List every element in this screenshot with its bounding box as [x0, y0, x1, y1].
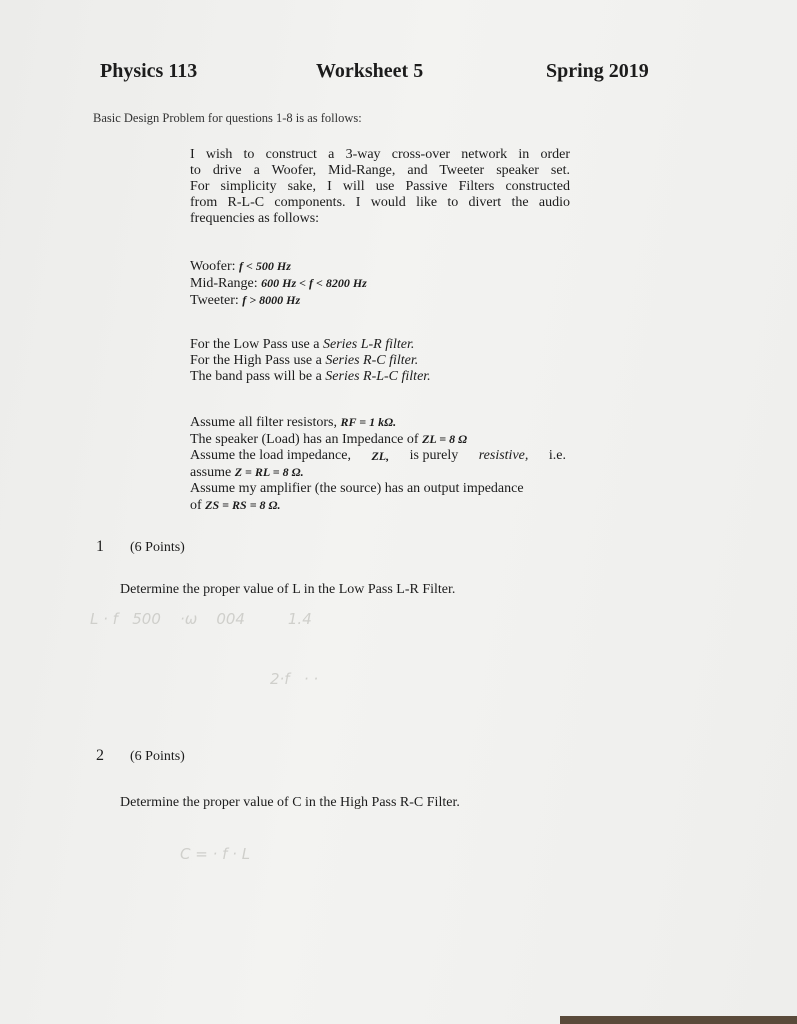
assumption-text: assume [190, 465, 232, 480]
problem-line: to drive a Woofer, Mid-Range, and Tweeter speaker set. [190, 163, 570, 178]
woofer-label: Woofer: [190, 259, 236, 274]
assumption-text: Assume the load impedance, [190, 448, 351, 463]
assumption-z [190, 464, 566, 481]
table-edge [560, 1016, 797, 1024]
tweeter-label: Tweeter: [190, 293, 239, 308]
filter-list [190, 337, 570, 385]
assumptions [190, 414, 566, 514]
assumption-text: i.e. [548, 448, 566, 463]
midrange-label: Mid-Range: [190, 276, 258, 291]
question-text: Determine the proper value of C in the High Pass R-C Filter. [120, 795, 460, 810]
assumption-load [190, 431, 566, 448]
term-label: Spring 2019 [546, 60, 649, 82]
question-number: 1 [96, 538, 104, 555]
problem-line: I wish to construct a 3-way cross-over network in order [190, 147, 570, 162]
band-pass-row [190, 369, 570, 385]
band-pass-type: Series R-L-C filter. [325, 369, 431, 384]
assumption-text: of [190, 498, 202, 513]
assumption-text: The speaker (Load) has an Impedance of [190, 432, 419, 447]
question-points: (6 Points) [130, 749, 185, 764]
problem-line: frequencies as follows: [190, 211, 320, 226]
intro-text: Basic Design Problem for questions 1-8 is as follows: [93, 111, 362, 125]
assumption-amplifier [190, 481, 566, 497]
worksheet-title: Worksheet 5 [316, 60, 424, 82]
low-pass-type: Series L-R filter. [323, 337, 415, 352]
problem-line: For simplicity sake, I will use Passive Filters constructed [190, 179, 570, 194]
woofer-row [190, 258, 570, 275]
assumption-text: Assume all filter resistors, [190, 415, 337, 430]
pencil-marks: L · f 500 ·ω 004 1.4 [90, 610, 312, 628]
question-points: (6 Points) [130, 540, 185, 555]
low-pass-prefix: For the Low Pass use a [190, 337, 320, 352]
assumption-value: Z = RL = 8 Ω. [234, 465, 304, 479]
assumption-value: ZS = RS = 8 Ω. [205, 498, 281, 512]
tweeter-range: f > 8000 Hz [242, 293, 301, 307]
band-pass-prefix: The band pass will be a [190, 369, 322, 384]
assumption-value: RF = 1 kΩ. [340, 415, 397, 429]
assumption-source [190, 497, 566, 514]
assumption-value: ZL = 8 Ω [422, 432, 468, 446]
assumption-var: ZL, [371, 449, 390, 463]
course-title: Physics 113 [100, 60, 198, 82]
problem-line: from R-L-C components. I would like to divert the audio [190, 195, 570, 210]
high-pass-row [190, 353, 570, 369]
assumption-text: Assume my amplifier (the source) has an output impedance [190, 481, 524, 496]
woofer-range: f < 500 Hz [239, 259, 291, 273]
assumption-word: resistive, [478, 448, 529, 463]
assumption-text: is purely [409, 448, 459, 463]
assumption-resistive [190, 448, 566, 464]
low-pass-row [190, 337, 570, 353]
pencil-marks: 2·f · · [270, 670, 319, 688]
question-text: Determine the proper value of L in the Low Pass L-R Filter. [120, 582, 456, 597]
question-number: 2 [96, 747, 104, 764]
problem-statement [190, 147, 570, 227]
frequency-list [190, 258, 570, 309]
high-pass-prefix: For the High Pass use a [190, 353, 322, 368]
tweeter-row [190, 292, 570, 309]
midrange-range: 600 Hz < f < 8200 Hz [261, 276, 367, 290]
pencil-marks: C = · f · L [180, 845, 251, 863]
assumption-resistors [190, 414, 566, 431]
midrange-row [190, 275, 570, 292]
high-pass-type: Series R-C filter. [325, 353, 419, 368]
